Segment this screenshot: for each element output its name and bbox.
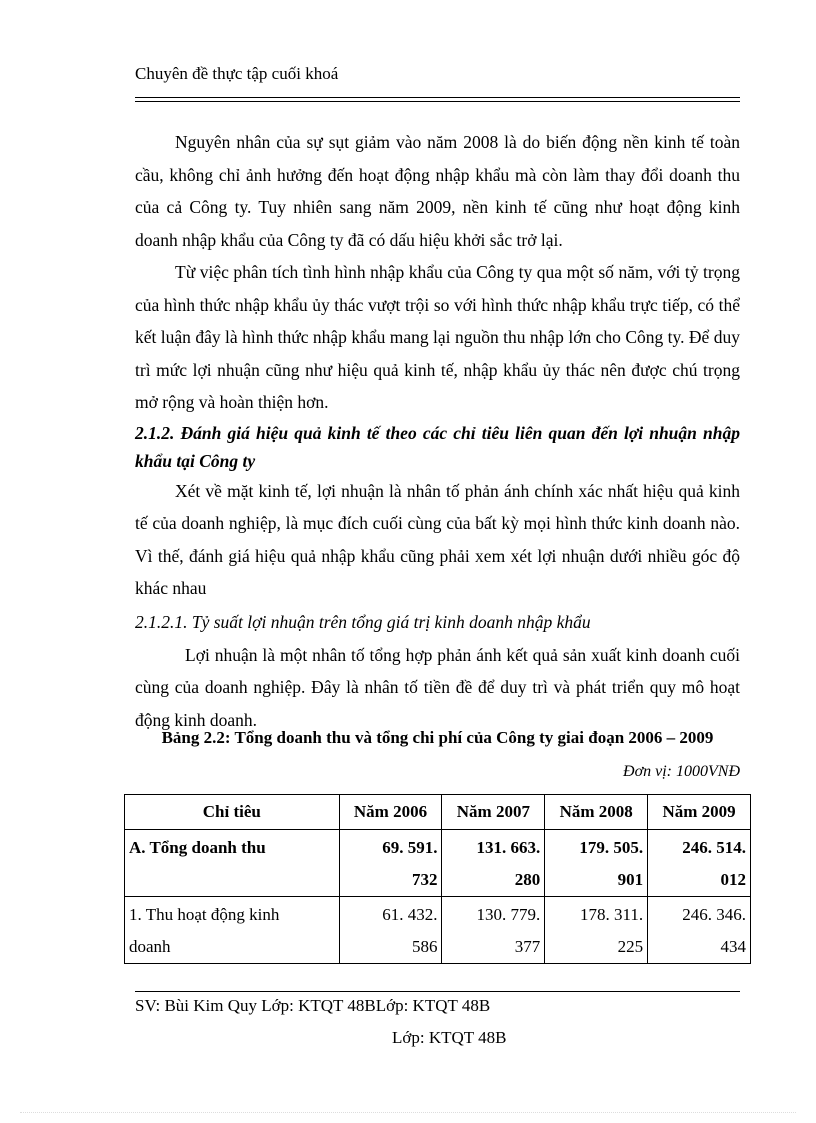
value-cell: 179. 505. 901: [545, 830, 648, 897]
header-cell: Năm 2008: [545, 795, 648, 830]
revenue-table: [124, 794, 751, 964]
row-label: A. Tổng doanh thu: [125, 830, 340, 897]
header-cell: Chỉ tiêu: [125, 795, 340, 830]
value-cell: 61. 432. 586: [339, 897, 442, 964]
running-header: Chuyên đề thực tập cuối khoá: [135, 64, 339, 83]
value-cell: 178. 311. 225: [545, 897, 648, 964]
row-label: 1. Thu hoạt động kinh doanh: [125, 897, 340, 964]
footer-student: SV: Bùi Kim Quy Lớp: KTQT 48BLớp: KTQT 48B: [135, 996, 491, 1015]
table-unit: Đơn vị: 1000VNĐ: [623, 763, 740, 780]
footer-class: Lớp: KTQT 48B: [392, 1028, 507, 1047]
header-cell: Năm 2007: [442, 795, 545, 830]
subsection-heading-2-1-2-1: 2.1.2.1. Tỷ suất lợi nhuận trên tổng giá trị kinh doanh nhập khẩu: [135, 611, 591, 632]
section-heading-2-1-2: 2.1.2. Đánh giá hiệu quả kinh tế theo các chỉ tiêu liên quan đến lợi nhuận nhập khẩu tại Công ty: [135, 422, 740, 471]
paragraph-1: Nguyên nhân của sự sụt giảm vào năm 2008 là do biến động nền kinh tế toàn cầu, không chỉ ảnh hưởng đến hoạt động nhập khẩu mà còn làm thay đổi doanh thu của cả Công ty. Tuy nhiên sang năm 2009, nền kinh tế cũng như hoạt động kinh doanh nhập khẩu của Công ty đã có dấu hiệu khởi sắc trở lại.: [135, 132, 740, 250]
table-row: [125, 830, 751, 897]
page-bottom-border: [20, 1112, 796, 1113]
body-text: [135, 126, 740, 736]
header-rule-top: [135, 97, 740, 98]
paragraph-4: Lợi nhuận là một nhân tố tổng hợp phản ánh kết quả sản xuất kinh doanh cuối cùng của doanh nghiệp. Đây là nhân tố tiền đề để duy trì và phát triển quy mô hoạt động kinh doanh.: [135, 644, 740, 730]
value-cell: 246. 514. 012: [648, 830, 751, 897]
footer-rule: [135, 991, 740, 992]
value-cell: 69. 591. 732: [339, 830, 442, 897]
header-rule-bottom: [135, 101, 740, 102]
header-cell: Năm 2006: [339, 795, 442, 830]
table-header-row: [125, 795, 751, 830]
paragraph-2: Từ việc phân tích tình hình nhập khẩu của Công ty qua một số năm, với tỷ trọng của hình thức nhập khẩu ủy thác vượt trội so với hình thức nhập khẩu trực tiếp, có thể kết luận đây là hình thức nhập khẩu mang lại nguồn thu nhập lớn cho Công ty. Để duy trì mức lợi nhuận cũng như hiệu quả kinh tế, nhập khẩu ủy thác nên được chú trọng mở rộng và hoàn thiện hơn.: [135, 262, 740, 412]
table-caption: Bảng 2.2: Tổng doanh thu và tổng chi phí của Công ty giai đoạn 2006 – 2009: [161, 728, 714, 747]
header-cell: Năm 2009: [648, 795, 751, 830]
value-cell: 131. 663. 280: [442, 830, 545, 897]
value-cell: 130. 779. 377: [442, 897, 545, 964]
table-row: [125, 897, 751, 964]
paragraph-3: Xét về mặt kinh tế, lợi nhuận là nhân tố phản ánh chính xác nhất hiệu quả kinh tế của doanh nghiệp, là mục đích cuối cùng của bất kỳ mọi hình thức kinh doanh nào. Vì thế, đánh giá hiệu quả nhập khẩu cũng phải xem xét lợi nhuận dưới nhiều góc độ khác nhau: [135, 480, 740, 598]
value-cell: 246. 346. 434: [648, 897, 751, 964]
